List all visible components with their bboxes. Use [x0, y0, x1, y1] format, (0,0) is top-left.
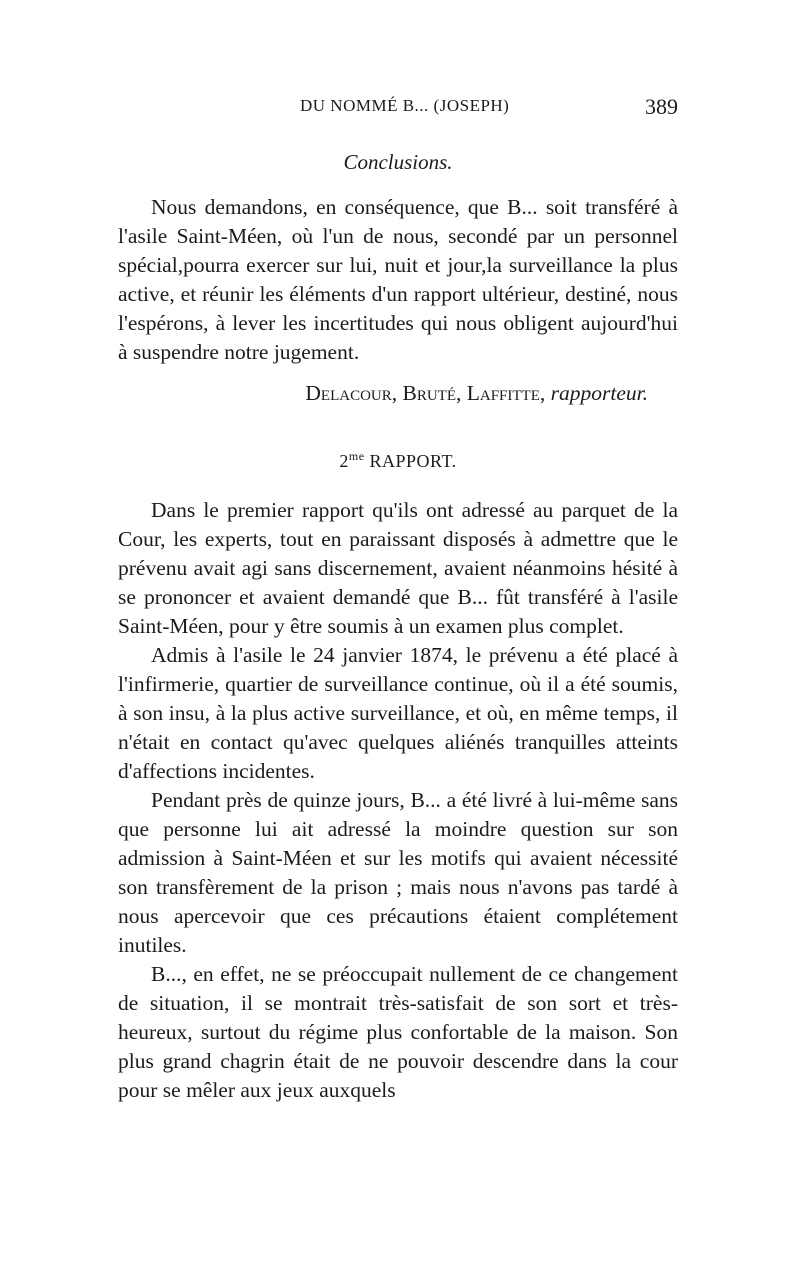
signature-role: rapporteur. [550, 381, 648, 405]
report-paragraph: Dans le premier rapport qu'ils ont adressé au parquet de la Cour, les experts, tout en paraissant disposés à admettre que le prévenu avait agi sans discernement, avaient néanmoins hésité à se prononcer et avaient demandé que B... fût transféré à l'asile Saint-Méen, pour y être soumis à un examen plus complet. [118, 498, 678, 638]
report-heading [118, 442, 678, 476]
report-paragraph: Admis à l'asile le 24 janvier 1874, le prévenu a été placé à l'infirmerie, quartier de surveillance continue, où il a été soumis, à son insu, à la plus active surveillance, et où, en même temps, il n'était en contact qu'avec quelques aliénés tranquilles atteints d'affections incidentes. [118, 643, 678, 783]
conclusions-title: Conclusions. [343, 150, 453, 174]
report-label: RAPPORT. [369, 451, 457, 471]
report-paragraph: B..., en effet, ne se préoccupait nullement de ce changement de situation, il se montrait très-satisfait de son sort et très-heureux, surtout du régime plus confortable de la maison. Son plus grand chagrin était de ne pouvoir descendre dans la cour pour se mêler aux jeux auxquels [118, 962, 678, 1102]
running-head [118, 96, 678, 124]
report-number: 2 [339, 451, 349, 471]
running-title: DU NOMMÉ B... (JOSEPH) [300, 96, 510, 115]
conclusions-paragraph: Nous demandons, en conséquence, que B... soit transféré à l'asile Saint-Méen, où l'un de nous, secondé par un personnel spécial,pourra exercer sur lui, nuit et jour,la surveillance la plus active, et réunir les éléments d'un rapport ultérieur, destiné, nous l'espérons, à lever les incertitudes qui nous obligent aujourd'hui à suspendre notre jugement. [118, 195, 678, 364]
page-number: 389 [645, 94, 678, 119]
body-text [118, 148, 678, 1105]
signature-names: Delacour, Bruté, Laffitte, [305, 381, 546, 405]
signature-line [118, 379, 678, 408]
report-paragraph: Pendant près de quinze jours, B... a été livré à lui-même sans que personne lui ait adressé la moindre question sur son admission à Saint-Méen et sur les motifs qui avaient nécessité son transfèrement de la prison ; mais nous n'avons pas tardé à nous apercevoir que ces précautions étaient complétement inutiles. [118, 788, 678, 957]
report-ordinal-suffix: me [348, 449, 365, 463]
